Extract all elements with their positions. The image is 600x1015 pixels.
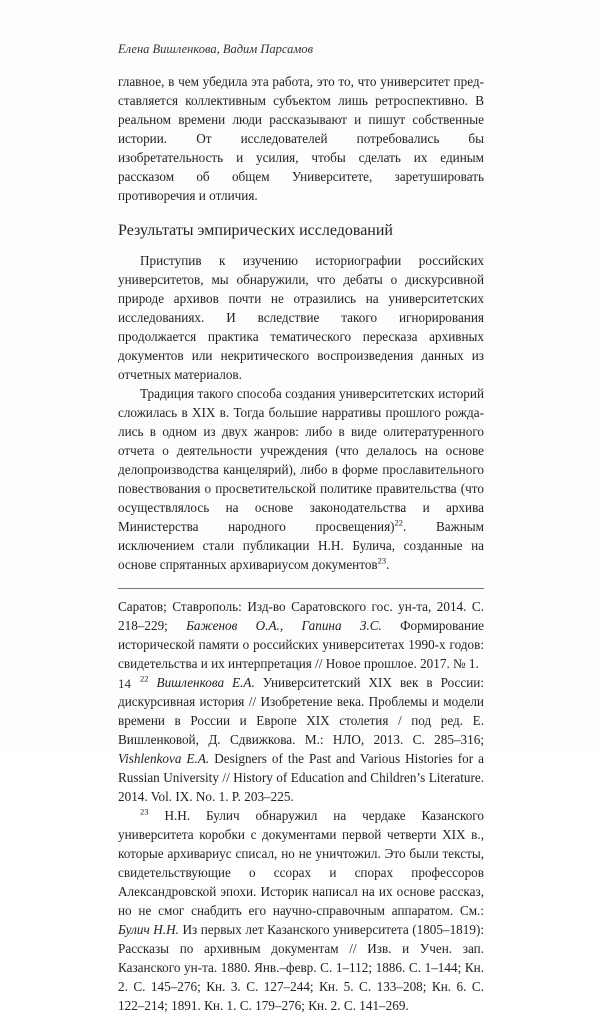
- section-heading: Результаты эмпирических исследований: [118, 222, 393, 239]
- footnote-continuation: [118, 597, 484, 673]
- footnote-cont-text-b: Формирование исторической памяти о российских университетах 1990-х годов: свидетельства и их интерпретация // Новое прошлое. 2017. № 1.: [118, 618, 484, 671]
- paragraph-2: Приступив к изучению историографии российских университетов, мы обнаружили, что дебаты о дискурсивной природе архивов почти не отразились на университетских исследованиях. И вследствие такого игнорирования продолжается практика тематического пересказа архивных документов или некритического воспроизведения данных из отчетных материалов.: [118, 253, 484, 382]
- footnote-cont-text-a: Саратов; Ставрополь: Изд-во Саратовского гос. ун-та, 2014. С. 218–229;: [118, 599, 484, 633]
- footnote-cont-author: Баженов О.А., Гапина З.С.: [186, 618, 382, 633]
- footnote-separator: [118, 588, 484, 589]
- paragraph-3: [118, 384, 484, 574]
- footnote-ref-23[interactable]: 23: [377, 555, 387, 566]
- paragraph-3-text-a: Традиция такого способа создания университетских историй сложилась в XIX в. Тогда большие нарративы прошлого рождались в одном из двух жанров: либо в виде олитературенного отчета о деятельности учреждения (что делалось на основе делопроизводства канцелярий), либо в форме прославительного повествования о просветительской политике правительства (что осуществлялось на основе законодательства и архива Министерства народного просвещения): [118, 386, 484, 534]
- main-text: [118, 72, 484, 1015]
- footnote-23-author: Булич Н.Н.: [118, 922, 179, 937]
- footnote-22-author-b: Vishlenkova E.A.: [118, 751, 210, 766]
- page-number: 14: [118, 676, 131, 691]
- paragraph-1: главное, в чем убедила эта работа, это то, что университет представляется коллективным субъектом лишь ретроспективно. В реальном времени люди рассказывают и пишут собственные истории. От исследователей потребовались бы изобретательность и усилия, чтобы сделать их единым рассказом об общем Университете, заретушировать противоречия и отличия.: [118, 74, 484, 203]
- footnote-22-text-b: Designers of the Past and Various Histories for a Russian University // History of Education and Children’s Literature. 2014. Vol. IX. No. 1. P. 203–225.: [118, 751, 484, 804]
- footnote-ref-22[interactable]: 22: [394, 517, 404, 528]
- paragraph-3-text-c: .: [386, 557, 390, 572]
- footnote-22-author-a: Вишленкова Е.А.: [156, 675, 255, 690]
- footnote-23: [118, 806, 484, 1015]
- footnote-22: [118, 673, 484, 806]
- running-head: Елена Вишленкова, Вадим Парсамов: [118, 42, 314, 56]
- footnote-22-number: 22: [140, 673, 149, 684]
- footnote-23-text-b: Из первых лет Казанского университета (1805–1819): Рассказы по архивным документам // Изв. и Учен. зап. Казанского ун-та. 1880. Янв.–февр. С. 1–112; 1886. С. 1–144; Кн. 2. С. 145–276; Кн. 3. С. 127–244; Кн. 5. С. 133–208; Кн. 6. С. 122–214; 1891. Кн. 1. С. 179–276; Кн. 2. С. 141–269.: [118, 922, 484, 1013]
- footnote-23-number: 23: [140, 806, 149, 817]
- footnote-23-text-a: Н.Н. Булич обнаружил на чердаке Казанского университета коробки с документами первой четверти XIX в., которые архивариус списал, но не уничтожил. Это были тексты, свидетельствующие о ссорах и спорах профессоров Александровской эпохи. Историк написал на их основе рассказ, но не смог снабдить его научно-справочным аппаратом. См.:: [118, 808, 484, 918]
- paragraph-3-text-b: . Важным исключением стали публикации Н.Н. Булича, созданные на основе спрятанных архивариусом документов: [118, 519, 484, 572]
- footnote-22-text-a: Университетский XIX век в России: дискурсивная история // Изобретение века. Проблемы и модели времени в России и Европе XIX столетия / под ред. Е. Вишленковой, Д. Сдвижкова. М.: НЛО, 2013. С. 285–316;: [118, 675, 485, 747]
